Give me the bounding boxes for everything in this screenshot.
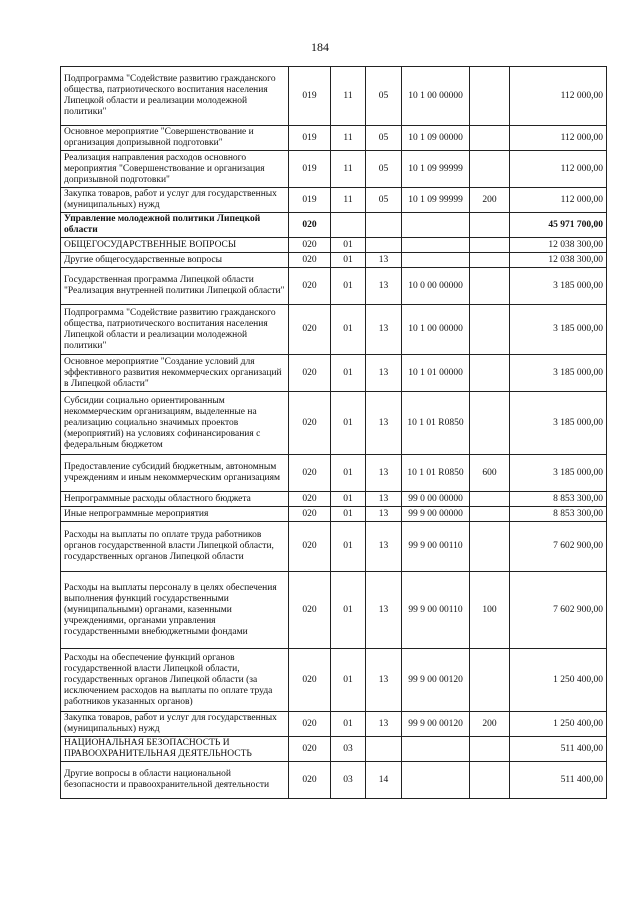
subsection-code: 05	[366, 67, 402, 126]
target-article-code	[402, 238, 470, 253]
amount: 112 000,00	[510, 151, 607, 188]
subsection-code: 13	[366, 455, 402, 492]
target-article-code	[402, 253, 470, 268]
amount: 511 400,00	[510, 762, 607, 799]
expense-type-code	[470, 268, 510, 305]
ministry-code: 020	[289, 305, 331, 355]
expense-type-code	[470, 253, 510, 268]
subsection-code	[366, 737, 402, 762]
expense-type-code	[470, 649, 510, 712]
target-article-code	[402, 213, 470, 238]
row-name: Основное мероприятие "Создание условий для эффективного развития некоммерческих организаций в Липецкой области"	[61, 355, 289, 392]
ministry-code: 020	[289, 712, 331, 737]
ministry-code: 020	[289, 492, 331, 507]
table-row	[61, 455, 607, 492]
row-name: Субсидии социально ориентированным некоммерческим организациям, выделенные на реализацию социально значимых проектов (мероприятий) на условиях софинансирования с федеральным бюджетом	[61, 392, 289, 455]
subsection-code: 13	[366, 572, 402, 649]
subsection-code: 13	[366, 712, 402, 737]
target-article-code	[402, 762, 470, 799]
table-row	[61, 522, 607, 572]
section-code: 01	[331, 522, 366, 572]
target-article-code	[402, 737, 470, 762]
ministry-code: 020	[289, 455, 331, 492]
target-article-code: 10 0 00 00000	[402, 268, 470, 305]
table-row	[61, 392, 607, 455]
section-code: 11	[331, 151, 366, 188]
section-code: 01	[331, 572, 366, 649]
expense-type-code: 200	[470, 188, 510, 213]
row-name: ОБЩЕГОСУДАРСТВЕННЫЕ ВОПРОСЫ	[61, 238, 289, 253]
row-name: Закупка товаров, работ и услуг для государственных (муниципальных) нужд	[61, 188, 289, 213]
row-name: Реализация направления расходов основного мероприятия "Совершенствование и организация допризывной подготовки"	[61, 151, 289, 188]
expense-type-code	[470, 737, 510, 762]
ministry-code: 019	[289, 188, 331, 213]
target-article-code: 99 9 00 00120	[402, 649, 470, 712]
section-code: 01	[331, 712, 366, 737]
table-row	[61, 355, 607, 392]
subsection-code: 13	[366, 253, 402, 268]
target-article-code: 10 1 00 00000	[402, 305, 470, 355]
table-row	[61, 188, 607, 213]
expense-type-code	[470, 507, 510, 522]
subsection-code: 13	[366, 492, 402, 507]
ministry-code: 020	[289, 253, 331, 268]
expense-type-code	[470, 522, 510, 572]
ministry-code: 019	[289, 151, 331, 188]
expense-type-code: 100	[470, 572, 510, 649]
amount: 7 602 900,00	[510, 572, 607, 649]
table-row	[61, 67, 607, 126]
target-article-code: 10 1 09 99999	[402, 188, 470, 213]
ministry-code: 020	[289, 268, 331, 305]
expense-type-code	[470, 392, 510, 455]
target-article-code: 99 9 00 00000	[402, 507, 470, 522]
target-article-code: 10 1 09 99999	[402, 151, 470, 188]
table-row	[61, 507, 607, 522]
ministry-code: 020	[289, 213, 331, 238]
section-code: 11	[331, 188, 366, 213]
section-code: 03	[331, 762, 366, 799]
ministry-code: 020	[289, 355, 331, 392]
expense-type-code	[470, 67, 510, 126]
subsection-code: 14	[366, 762, 402, 799]
subsection-code: 05	[366, 151, 402, 188]
subsection-code: 13	[366, 649, 402, 712]
amount: 8 853 300,00	[510, 492, 607, 507]
target-article-code: 99 9 00 00110	[402, 572, 470, 649]
row-name: Другие общегосударственные вопросы	[61, 253, 289, 268]
ministry-code: 020	[289, 522, 331, 572]
amount: 7 602 900,00	[510, 522, 607, 572]
amount: 511 400,00	[510, 737, 607, 762]
row-name: Непрограммные расходы областного бюджета	[61, 492, 289, 507]
subsection-code: 13	[366, 507, 402, 522]
row-name: Предоставление субсидий бюджетным, автономным учреждениям и иным некоммерческим организациям	[61, 455, 289, 492]
ministry-code: 020	[289, 649, 331, 712]
subsection-code: 13	[366, 522, 402, 572]
ministry-code: 020	[289, 392, 331, 455]
table-row	[61, 268, 607, 305]
target-article-code: 10 1 00 00000	[402, 67, 470, 126]
ministry-code: 020	[289, 572, 331, 649]
section-code: 01	[331, 305, 366, 355]
amount: 112 000,00	[510, 126, 607, 151]
section-code: 01	[331, 355, 366, 392]
amount: 1 250 400,00	[510, 649, 607, 712]
ministry-code: 020	[289, 762, 331, 799]
subsection-code: 05	[366, 126, 402, 151]
subsection-code: 13	[366, 355, 402, 392]
table-row	[61, 572, 607, 649]
table-row	[61, 649, 607, 712]
ministry-code: 019	[289, 126, 331, 151]
expense-type-code	[470, 305, 510, 355]
amount: 12 038 300,00	[510, 238, 607, 253]
amount: 8 853 300,00	[510, 507, 607, 522]
section-code: 11	[331, 67, 366, 126]
section-code: 03	[331, 737, 366, 762]
subsection-code: 13	[366, 268, 402, 305]
section-code: 01	[331, 455, 366, 492]
table-row	[61, 712, 607, 737]
subsection-code	[366, 213, 402, 238]
section-code: 01	[331, 253, 366, 268]
expense-type-code: 200	[470, 712, 510, 737]
section-code: 11	[331, 126, 366, 151]
row-name: Расходы на выплаты по оплате труда работников органов государственной власти Липецкой области, государственных органов Липецкой области	[61, 522, 289, 572]
row-name: Расходы на обеспечение функций органов государственной власти Липецкой области, государственных органов Липецкой области (за исключением расходов на выплаты по оплате труда работников указанных органов)	[61, 649, 289, 712]
target-article-code: 99 9 00 00120	[402, 712, 470, 737]
expense-type-code	[470, 355, 510, 392]
row-name: НАЦИОНАЛЬНАЯ БЕЗОПАСНОСТЬ И ПРАВООХРАНИТЕЛЬНАЯ ДЕЯТЕЛЬНОСТЬ	[61, 737, 289, 762]
amount: 3 185 000,00	[510, 268, 607, 305]
expense-type-code: 600	[470, 455, 510, 492]
ministry-code: 020	[289, 737, 331, 762]
row-name: Подпрограмма "Содействие развитию гражданского общества, патриотического воспитания населения Липецкой области и реализации молодежной политики"	[61, 305, 289, 355]
subsection-code	[366, 238, 402, 253]
amount: 12 038 300,00	[510, 253, 607, 268]
row-name: Иные непрограммные мероприятия	[61, 507, 289, 522]
row-name: Закупка товаров, работ и услуг для государственных (муниципальных) нужд	[61, 712, 289, 737]
table-row	[61, 126, 607, 151]
row-name: Подпрограмма "Содействие развитию гражданского общества, патриотического воспитания населения Липецкой области и реализации молодежной политики"	[61, 67, 289, 126]
table-row	[61, 253, 607, 268]
amount: 3 185 000,00	[510, 305, 607, 355]
row-name: Основное мероприятие "Совершенствование и организация допризывной подготовки"	[61, 126, 289, 151]
amount: 112 000,00	[510, 188, 607, 213]
subsection-code: 13	[366, 392, 402, 455]
target-article-code: 10 1 01 R0850	[402, 455, 470, 492]
expense-type-code	[470, 126, 510, 151]
expense-type-code	[470, 238, 510, 253]
section-code: 01	[331, 268, 366, 305]
row-name: Управление молодежной политики Липецкой области	[61, 213, 289, 238]
target-article-code: 10 1 09 00000	[402, 126, 470, 151]
expense-type-code	[470, 492, 510, 507]
target-article-code: 99 0 00 00000	[402, 492, 470, 507]
budget-table	[60, 66, 607, 799]
ministry-code: 019	[289, 67, 331, 126]
ministry-code: 020	[289, 507, 331, 522]
amount: 45 971 700,00	[510, 213, 607, 238]
table-row	[61, 213, 607, 238]
table-row	[61, 305, 607, 355]
target-article-code: 10 1 01 00000	[402, 355, 470, 392]
amount: 3 185 000,00	[510, 355, 607, 392]
table-row	[61, 492, 607, 507]
expense-type-code	[470, 213, 510, 238]
target-article-code: 10 1 01 R0850	[402, 392, 470, 455]
row-name: Государственная программа Липецкой области "Реализация внутренней политики Липецкой области"	[61, 268, 289, 305]
section-code: 01	[331, 649, 366, 712]
amount: 1 250 400,00	[510, 712, 607, 737]
target-article-code: 99 9 00 00110	[402, 522, 470, 572]
subsection-code: 13	[366, 305, 402, 355]
amount: 3 185 000,00	[510, 455, 607, 492]
section-code	[331, 213, 366, 238]
section-code: 01	[331, 507, 366, 522]
section-code: 01	[331, 238, 366, 253]
subsection-code: 05	[366, 188, 402, 213]
expense-type-code	[470, 762, 510, 799]
section-code: 01	[331, 492, 366, 507]
table-row	[61, 737, 607, 762]
section-code: 01	[331, 392, 366, 455]
table-row	[61, 151, 607, 188]
row-name: Другие вопросы в области национальной безопасности и правоохранительной деятельности	[61, 762, 289, 799]
table-row	[61, 238, 607, 253]
row-name: Расходы на выплаты персоналу в целях обеспечения выполнения функций государственными (муниципальными) органами, казенными учреждениями, органами управления государственными внебюджетными фондами	[61, 572, 289, 649]
amount: 3 185 000,00	[510, 392, 607, 455]
ministry-code: 020	[289, 238, 331, 253]
page-number: 184	[311, 40, 329, 54]
expense-type-code	[470, 151, 510, 188]
amount: 112 000,00	[510, 67, 607, 126]
table-row	[61, 762, 607, 799]
